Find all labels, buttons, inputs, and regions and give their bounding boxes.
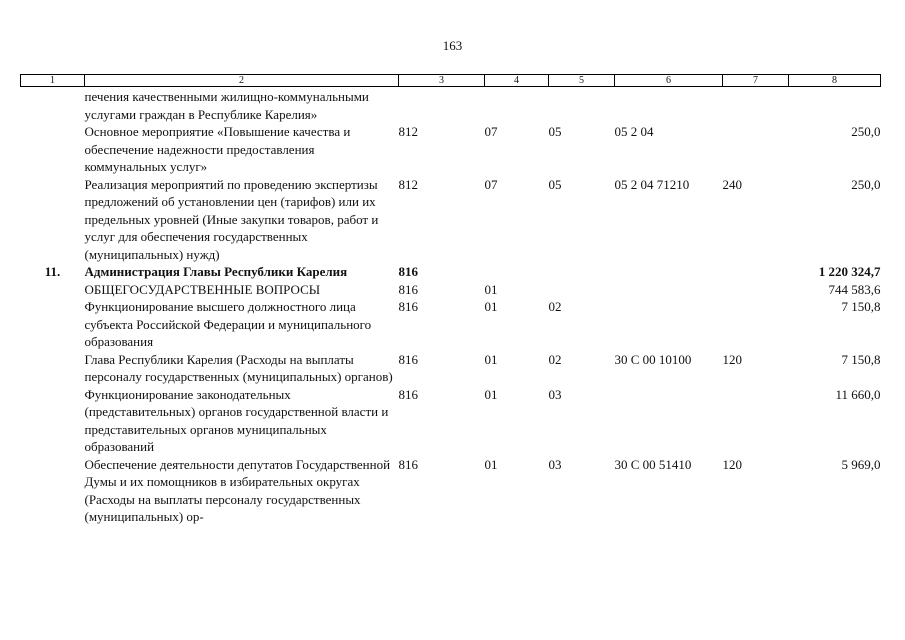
row-code-4 — [485, 87, 549, 124]
table-row — [21, 176, 881, 264]
row-number — [21, 298, 85, 351]
row-code-7 — [723, 123, 789, 176]
row-code-7 — [723, 263, 789, 281]
column-header-8: 8 — [789, 75, 881, 87]
page-number: 163 — [442, 38, 463, 53]
row-name: ОБЩЕГОСУДАРСТВЕННЫЕ ВОПРОСЫ — [84, 281, 321, 297]
row-code-6 — [615, 298, 723, 351]
table-row — [21, 456, 881, 526]
row-code-6 — [615, 386, 723, 456]
row-code-3: 812 — [398, 176, 418, 192]
row-code-4: 07 — [484, 124, 498, 139]
row-code-3: 816 — [398, 456, 418, 472]
row-number: 11. — [44, 264, 61, 279]
row-code-5: 05 — [548, 176, 562, 192]
row-amount: 5 969,0 — [841, 456, 881, 472]
row-number — [21, 351, 85, 386]
row-code-7 — [723, 87, 789, 124]
column-number-header — [21, 75, 881, 87]
column-header-5: 5 — [549, 75, 615, 87]
column-header-7: 7 — [723, 75, 789, 87]
row-amount: 250,0 — [851, 124, 881, 139]
table-row — [21, 386, 881, 456]
row-name: Глава Республики Карелия (Расходы на выплаты персоналу государственных (муниципальных) органов) — [84, 351, 393, 384]
row-code-5: 03 — [548, 456, 562, 472]
row-name: Обеспечение деятельности депутатов Государственной Думы и их помощников в избирательных округах (Расходы на выплаты персоналу государственных (муниципальных) ор- — [84, 456, 391, 524]
row-code-6: 30 С 00 10100 — [614, 351, 692, 367]
row-amount: 11 660,0 — [835, 386, 881, 402]
column-header-6: 6 — [615, 75, 723, 87]
row-code-3: 816 — [398, 386, 418, 402]
column-header-4: 4 — [485, 75, 549, 87]
row-code-4: 01 — [484, 299, 498, 314]
row-code-4: 07 — [484, 176, 498, 192]
row-code-7: 120 — [722, 351, 742, 367]
row-code-4 — [485, 263, 549, 281]
row-name: Реализация мероприятий по проведению экспертизы предложений об установлении цен (тарифов) или их предельных уровней (Иные закупки товаров, работ и услуг для обеспечения государственных (муниципальных) нужд) — [84, 176, 379, 262]
row-code-5: 05 — [548, 124, 562, 139]
table-row — [21, 87, 881, 124]
table-row — [21, 351, 881, 386]
row-name: печения качественными жилищно-коммунальными услугами граждан в Республике Карелия» — [84, 89, 369, 122]
row-code-7 — [723, 386, 789, 456]
row-name: Функционирование высшего должностного лица субъекта Российской Федерации и муниципального образования — [84, 299, 372, 349]
row-amount: 7 150,8 — [841, 351, 881, 367]
row-code-7: 120 — [722, 456, 742, 472]
row-code-5 — [549, 263, 615, 281]
row-name: Администрация Главы Республики Карелия — [84, 264, 348, 279]
row-code-6 — [615, 281, 723, 299]
row-code-4: 01 — [484, 351, 498, 367]
row-code-5: 02 — [548, 299, 562, 314]
row-code-4: 01 — [484, 456, 498, 472]
row-code-5 — [549, 87, 615, 124]
budget-table — [20, 74, 881, 526]
table-row — [21, 298, 881, 351]
row-code-3: 812 — [398, 124, 418, 139]
row-number — [21, 281, 85, 299]
row-code-7: 240 — [722, 176, 742, 192]
row-code-6: 05 2 04 71210 — [614, 176, 690, 192]
row-code-5: 02 — [548, 351, 562, 367]
table-row — [21, 123, 881, 176]
row-name: Функционирование законодательных (представительных) органов государственной власти и представительных органов муниципальных образований — [84, 386, 389, 454]
row-code-4: 01 — [484, 281, 498, 297]
row-code-3 — [399, 87, 485, 124]
table-body — [21, 87, 881, 526]
row-code-7 — [723, 298, 789, 351]
column-header-2: 2 — [85, 75, 399, 87]
table-row — [21, 263, 881, 281]
row-number — [21, 87, 85, 124]
row-amount: 1 220 324,7 — [818, 264, 881, 279]
row-code-5 — [549, 281, 615, 299]
row-code-5: 03 — [548, 386, 562, 402]
row-code-6 — [615, 87, 723, 124]
row-code-3: 816 — [398, 281, 418, 297]
row-amount: 7 150,8 — [841, 299, 881, 314]
row-code-3: 816 — [398, 264, 418, 279]
row-amount: 250,0 — [851, 176, 881, 192]
column-header-1: 1 — [21, 75, 85, 87]
row-number — [21, 176, 85, 264]
row-code-7 — [723, 281, 789, 299]
column-header-3: 3 — [399, 75, 485, 87]
row-amount: 744 583,6 — [828, 281, 881, 297]
row-amount — [789, 87, 881, 124]
row-number — [21, 386, 85, 456]
row-code-6 — [615, 263, 723, 281]
row-code-3: 816 — [398, 351, 418, 367]
row-number — [21, 456, 85, 526]
row-code-6: 05 2 04 — [614, 124, 654, 139]
row-code-6: 30 С 00 51410 — [614, 456, 692, 472]
row-number — [21, 123, 85, 176]
row-code-3: 816 — [398, 299, 418, 314]
row-code-4: 01 — [484, 386, 498, 402]
row-name: Основное мероприятие «Повышение качества и обеспечение надежности предоставления коммунальных услуг» — [84, 124, 351, 174]
table-row — [21, 281, 881, 299]
